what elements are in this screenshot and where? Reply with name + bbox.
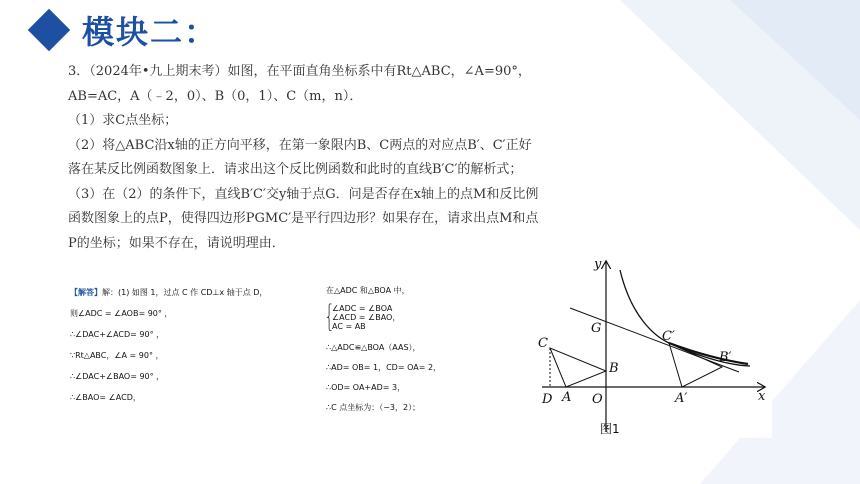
solution-line: ∴C 点坐标为：（−3，2）； (326, 402, 421, 412)
label-c-prime: C′ (662, 329, 675, 344)
problem-line: 函数图象上的点P，使得四边形PGMC′是平行四边形？如果存在，请求出点M和点 (68, 211, 539, 226)
solution-line: ∴AD= OB= 1，CD= OA= 2， (326, 362, 442, 372)
problem-line: 落在某反比例函数图象上．请求出这个反比例函数和此时的直线B′C′的解析式； (68, 162, 523, 177)
triangle-abc (550, 348, 606, 387)
solution-line: ∴OD= OA+AD= 3， (326, 382, 406, 392)
label-a-prime: A′ (675, 391, 688, 406)
problem-line: （2）将△ABC沿x轴的正方向平移，在第一象限内B、C两点的对应点B′、C′正好 (68, 137, 532, 153)
solution-line: ⎩AC = AB (326, 321, 366, 331)
line-b-prime-c-prime (570, 308, 739, 372)
label-d: D (542, 392, 553, 407)
solution-line-0: 【解答】解：(1) 如图 1，过点 C 作 CD⊥x 轴于点 D， (70, 288, 268, 297)
figure-svg (536, 256, 772, 438)
triangle-a-prime-b-prime-c-prime (669, 343, 722, 387)
problem-line: （3）在（2）的条件下，直线B′C′交y轴于点G．问是否存在x轴上的点M和反比例 (68, 186, 539, 202)
label-y: y (594, 257, 602, 272)
problem-text (68, 60, 588, 256)
diamond-icon (28, 9, 70, 51)
label-x: x (758, 389, 766, 404)
section-title: 模块二： (82, 13, 219, 51)
solution-line: ∴△ADC≌△BOA（AAS）， (326, 342, 421, 352)
problem-line: 3．（2024年•九上期末考）如图，在平面直角坐标系中有Rt△ABC，∠A=90°， (68, 64, 531, 79)
solution-line: ∴∠DAC+∠BAO= 90° ， (70, 372, 165, 381)
solution-image-left (64, 278, 276, 402)
label-a: A (562, 390, 572, 405)
label-b-prime: B′ (719, 350, 732, 365)
section-header (26, 8, 218, 52)
problem-line: P的坐标；如果不存在，请说明理由． (68, 235, 285, 251)
solution-line: ∴∠BAO= ∠ACD， (70, 393, 141, 402)
solution-line: 则∠ADC = ∠AOB= 90° ， (70, 309, 173, 318)
geometry-figure (536, 256, 772, 438)
solution-image-right (320, 279, 490, 414)
label-b: B (609, 361, 619, 376)
problem-line: （1）求C点坐标； (68, 113, 178, 128)
problem-line: AB=AC，A（﹣2，0）、B（0，1）、C（m，n）． (68, 88, 363, 104)
solution-line: 在△ADC 和△BOA 中， (326, 286, 410, 295)
label-o: O (592, 392, 603, 407)
solution-line: ∴∠DAC+∠ACD= 90° ， (70, 330, 165, 339)
solution-line: ∵Rt△ABC，∠A = 90° ， (70, 351, 164, 360)
figure-caption: 图1 (600, 422, 620, 436)
label-g: G (591, 321, 602, 336)
solution-tag: 【解答】 (70, 288, 102, 297)
solution-line: ⎧∠ADC = ∠BOA (326, 303, 393, 313)
solution-line: ⎨∠ACD = ∠BAO， (326, 312, 401, 322)
label-c: C (538, 336, 548, 351)
